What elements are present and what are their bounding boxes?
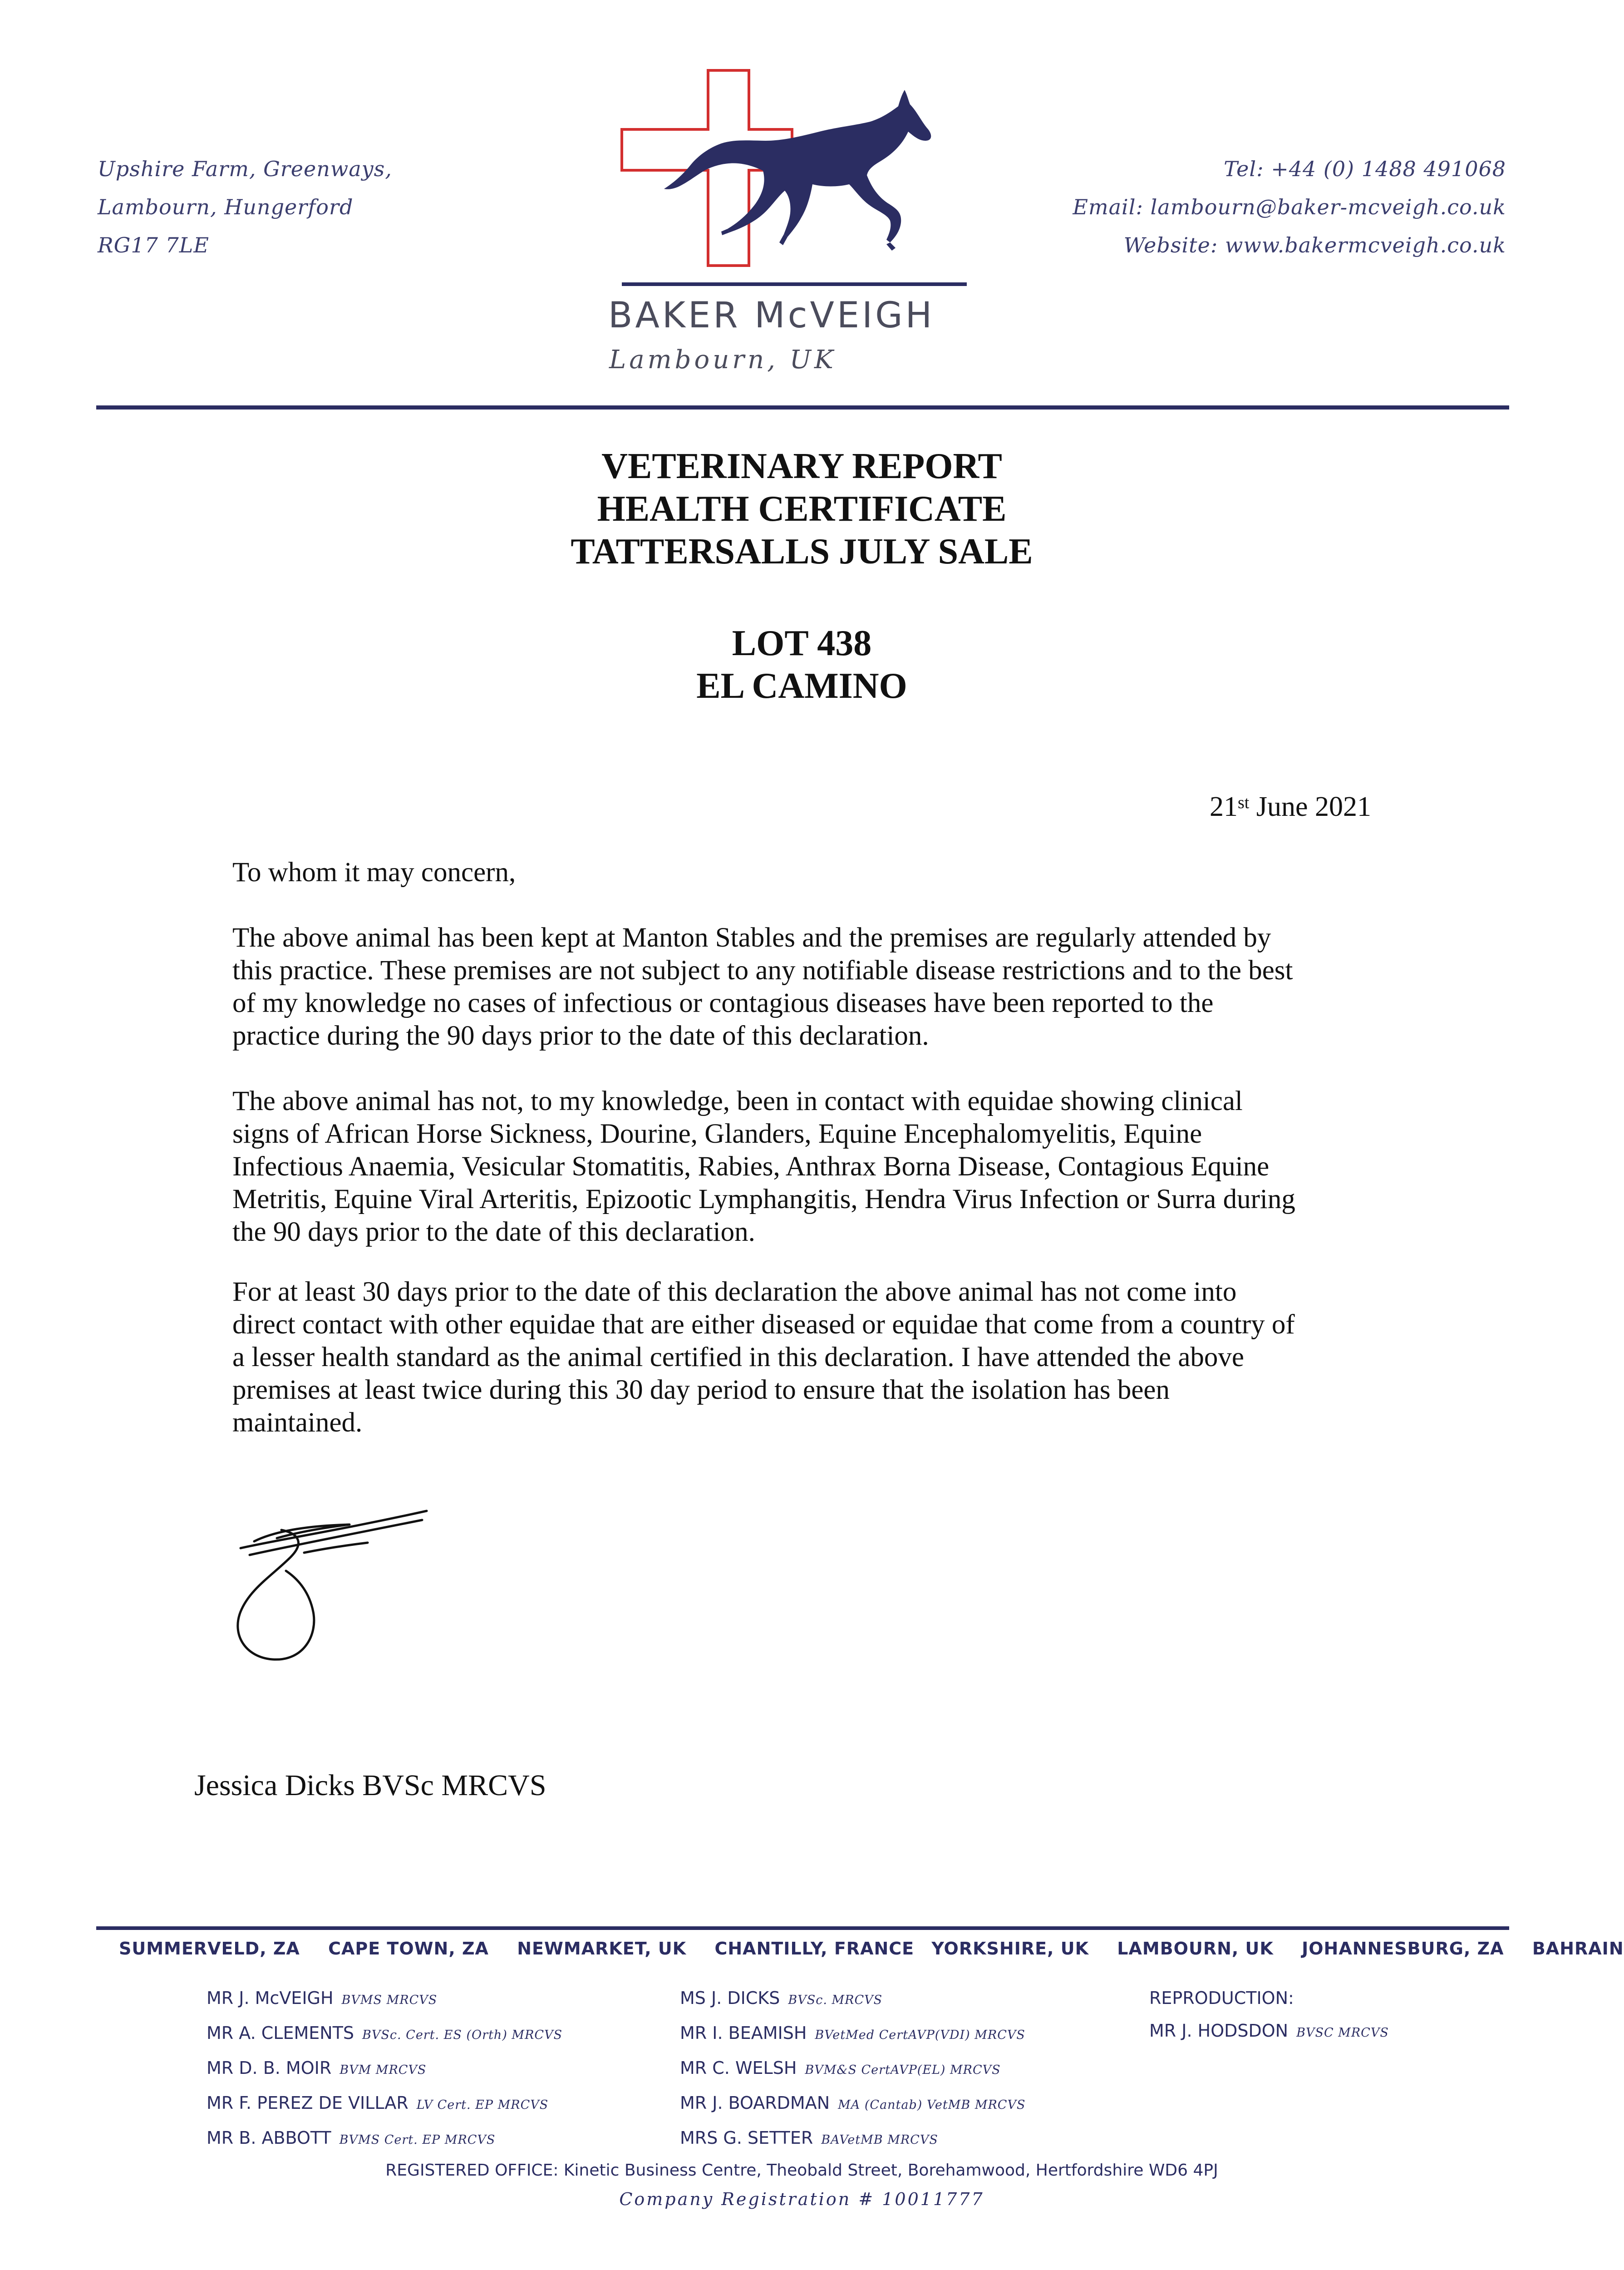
staff-column-3 xyxy=(1149,1982,1389,2049)
paragraph-diseases: The above animal has not, to my knowledge, been in contact with equidae showing clinical signs of African Horse Sickness, Dourine, Glanders, Equine Encephalomyelitis, Equine Infectious Anaemia, Vesicular Stomatitis, Rabies, Anthrax Borna Disease, Contagious Equine Metritis, Equine Viral Arteritis, Epizootic Lymphangitis, Hendra Virus Infection or Surra during the 90 days prior to the date of this declaration. xyxy=(232,1086,1295,1247)
header-divider xyxy=(96,405,1509,410)
registered-office: REGISTERED OFFICE: Kinetic Business Centre, Theobald Street, Borehamwood, Hertfordshire WD6 4PJ xyxy=(385,2161,1218,2180)
company-registration: Company Registration # 10011777 xyxy=(619,2189,984,2209)
paragraph-isolation: For at least 30 days prior to the date of this declaration the above animal has not come into direct contact with other equidae that are either diseased or equidae that come from a country of a lesser health standard as the animal certified in this declaration. I have attended the above premises at least twice during this 30 day period to ensure that the isolation has been maintained. xyxy=(232,1277,1295,1438)
signer-name: Jessica Dicks BVSc MRCVS xyxy=(194,1769,546,1802)
contact-website[interactable]: Website: www.bakermcveigh.co.uk xyxy=(1123,233,1506,257)
staff-column-2 xyxy=(680,1982,1025,2156)
office-locations xyxy=(119,1939,1624,1959)
galloping-horse-icon xyxy=(664,90,931,251)
office-location: BAHRAIN xyxy=(1532,1939,1624,1959)
handwritten-signature xyxy=(213,1498,449,1680)
staff-member: MR D. B. MOIR BVM MRCVS xyxy=(207,2058,427,2078)
lot-block xyxy=(0,622,1604,707)
staff-member: MR C. WELSH BVM&S CertAVP(EL) MRCVS xyxy=(680,2058,1001,2078)
office-location: SUMMERVELD, ZA xyxy=(119,1939,300,1959)
staff-member: MR J. McVEIGH BVMS MRCVS xyxy=(207,1988,438,2008)
staff-member: MR I. BEAMISH BVetMed CertAVP(VDI) MRCVS xyxy=(680,2023,1025,2043)
staff-member: MRS G. SETTER BAVetMB MRCVS xyxy=(680,2128,938,2148)
staff-column-1 xyxy=(207,1982,562,2156)
footer-divider xyxy=(96,1926,1509,1930)
staff-member: MR F. PEREZ DE VILLAR LV Cert. EP MRCVS xyxy=(207,2093,549,2113)
brand-location: Lambourn, UK xyxy=(609,345,837,375)
office-location: NEWMARKET, UK xyxy=(517,1939,687,1959)
report-title xyxy=(0,445,1604,573)
contact-phone: Tel: +44 (0) 1488 491068 xyxy=(1224,157,1506,181)
practice-contact xyxy=(1073,150,1506,264)
office-location: CHANTILLY, FRANCE xyxy=(714,1939,915,1959)
title-line: TATTERSALLS JULY SALE xyxy=(571,532,1033,572)
lot-number: LOT 438 xyxy=(732,623,872,663)
salutation: To whom it may concern, xyxy=(232,857,516,888)
logo-rule xyxy=(622,282,967,286)
baker-mcveigh-logo xyxy=(620,68,969,295)
staff-member: MS J. DICKS BVSc. MRCVS xyxy=(680,1988,883,2008)
report-date: 21st June 2021 xyxy=(1209,791,1371,822)
paragraph-premises: The above animal has been kept at Manton Stables and the premises are regularly attended by this practice. These premises are not subject to any notifiable disease restrictions and to the best of my knowledge no cases of infectious or contagious diseases have been reported to the practice during the 90 days prior to the date of this declaration. xyxy=(232,923,1293,1051)
staff-member: MR J. BOARDMAN MA (Cantab) VetMB MRCVS xyxy=(680,2093,1026,2113)
office-location: CAPE TOWN, ZA xyxy=(328,1939,489,1959)
practice-address xyxy=(98,150,392,264)
office-location: LAMBOURN, UK xyxy=(1117,1939,1274,1959)
title-line: HEALTH CERTIFICATE xyxy=(597,489,1007,529)
office-location: JOHANNESBURG, ZA xyxy=(1302,1939,1504,1959)
staff-member: MR B. ABBOTT BVMS Cert. EP MRCVS xyxy=(207,2128,496,2148)
horse-name: EL CAMINO xyxy=(696,666,907,706)
address-line: Lambourn, Hungerford xyxy=(98,195,354,219)
address-line: RG17 7LE xyxy=(98,233,209,257)
contact-email[interactable]: Email: lambourn@baker-mcveigh.co.uk xyxy=(1073,195,1506,219)
office-location: YORKSHIRE, UK xyxy=(931,1939,1089,1959)
staff-heading: REPRODUCTION: xyxy=(1149,1988,1294,2008)
address-line: Upshire Farm, Greenways, xyxy=(98,157,392,181)
staff-member: MR A. CLEMENTS BVSc. Cert. ES (Orth) MRCVS xyxy=(207,2023,563,2043)
title-line: VETERINARY REPORT xyxy=(601,446,1002,486)
brand-name: BAKER McVEIGH xyxy=(608,295,935,336)
staff-member: MR J. HODSDON BVSC MRCVS xyxy=(1149,2021,1389,2041)
